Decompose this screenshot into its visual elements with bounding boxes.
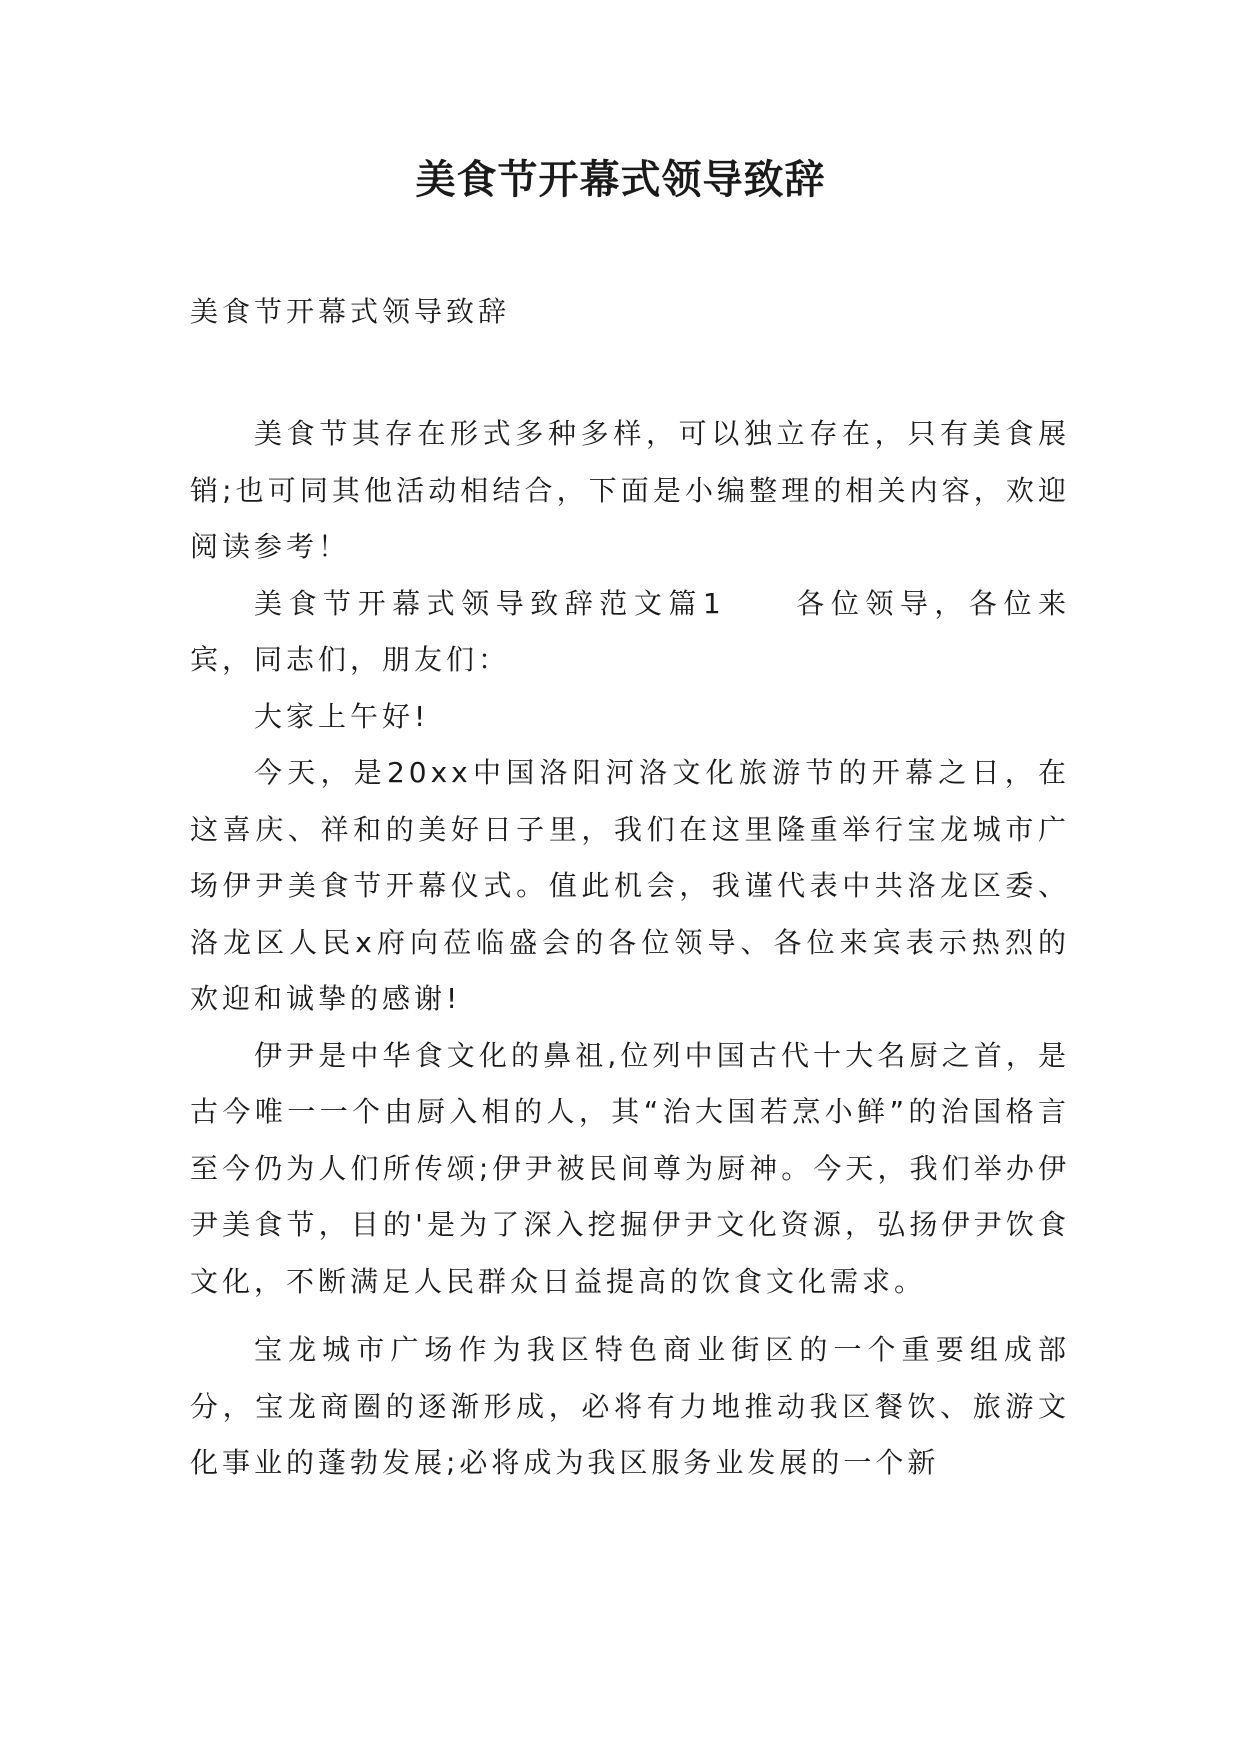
document-body <box>190 406 1070 1492</box>
paragraph-intro: 美食节其存在形式多种多样，可以独立存在，只有美食展销;也可同其他活动相结合，下面是小编整理的相关内容，欢迎阅读参考！ <box>190 417 1070 563</box>
paragraph-yiyin: 伊尹是中华食文化的鼻祖,位列中国古代十大名厨之首，是古今唯一一个由厨入相的人，其“治大国若烹小鲜”的治国格言至今仍为人们所传颂;伊尹被民间尊为厨神。今天，我们举办伊尹美食节，目的'是为了深入挖掘伊尹文化资源，弘扬伊尹饮食文化，不断满足人民群众日益提高的饮食文化需求。 <box>190 1038 1070 1298</box>
paragraph-good-morning: 大家上午好! <box>254 699 430 733</box>
paragraph-opening: 今天，是20xx中国洛阳河洛文化旅游节的开幕之日，在这喜庆、祥和的美好日子里，我们在这里隆重举行宝龙城市广场伊尹美食节开幕仪式。值此机会，我谨代表中共洛龙区委、洛龙区人民x府向莅临盛会的各位领导、各位来宾表示热烈的欢迎和诚挚的感谢! <box>190 756 1070 1015</box>
document-subtitle: 美食节开幕式领导致辞 <box>190 295 511 328</box>
paragraph-baolong: 宝龙城市广场作为我区特色商业街区的一个重要组成部分，宝龙商圈的逐渐形成，必将有力地推动我区餐饮、旅游文化事业的蓬勃发展;必将成为我区服务业发展的一个新 <box>190 1333 1070 1479</box>
paragraph-greeting: 美食节开幕式领导致辞范文篇1 各位领导，各位来宾，同志们，朋友们： <box>190 586 1070 676</box>
document-title: 美食节开幕式领导致辞 <box>415 156 826 203</box>
